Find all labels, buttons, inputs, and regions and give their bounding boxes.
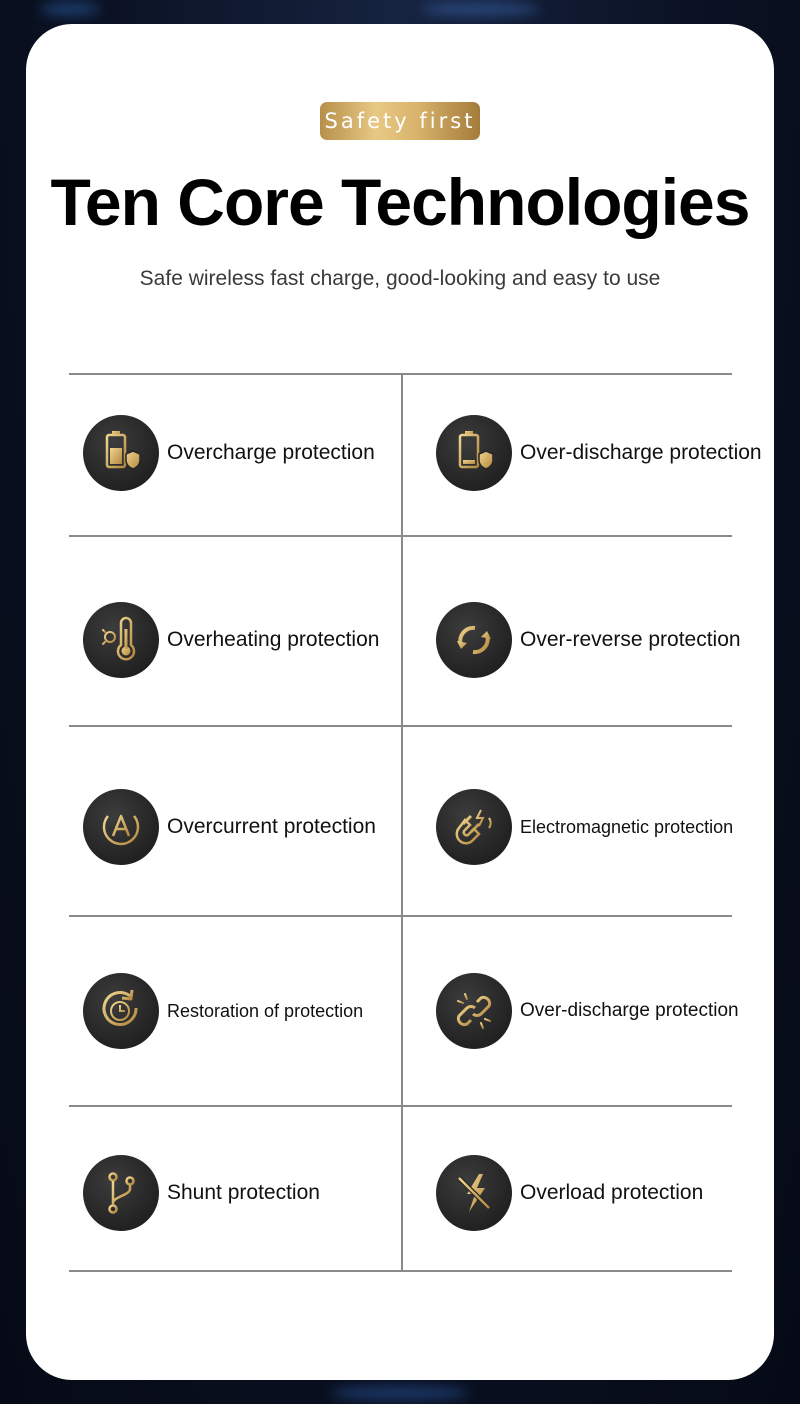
feature-item [83, 602, 379, 678]
feature-label: Overheating protection [167, 628, 380, 651]
battery-shield-icon [83, 415, 159, 491]
feature-item [436, 789, 733, 865]
feature-label: Shunt protection [167, 1181, 320, 1204]
branch-icon [83, 1155, 159, 1231]
feature-item [436, 415, 762, 491]
feature-label: Over-reverse protection [520, 628, 741, 651]
background-glow [330, 1386, 470, 1400]
background-glow [40, 2, 100, 16]
feature-label: Restoration of protection [167, 1000, 364, 1021]
feature-item [436, 602, 741, 678]
feature-item [83, 1155, 320, 1231]
magnet-icon [436, 789, 512, 865]
background-glow [420, 2, 540, 16]
feature-item [436, 973, 739, 1049]
feature-item [83, 789, 376, 865]
battery-low-shield-icon [436, 415, 512, 491]
feature-label: Overcurrent protection [167, 815, 376, 838]
feature-label: Overcharge protection [167, 441, 375, 464]
broken-link-icon [436, 973, 512, 1049]
feature-label: Over-discharge protection [520, 1000, 739, 1021]
page-title: Ten Core Technologies [50, 165, 750, 239]
feature-item [436, 1155, 703, 1231]
ampere-icon [83, 789, 159, 865]
content-card [26, 24, 774, 1380]
thermometer-sun-icon [83, 602, 159, 678]
reverse-arrows-icon [436, 602, 512, 678]
feature-label: Electromagnetic protection [520, 816, 734, 837]
grid-divider [401, 373, 403, 1272]
lightning-off-icon [436, 1155, 512, 1231]
feature-label: Overload protection [520, 1181, 704, 1204]
page-subtitle: Safe wireless fast charge, good-looking and easy to use [139, 267, 661, 290]
features-grid [69, 373, 762, 1273]
safety-badge: Safety first [320, 102, 480, 140]
feature-item [83, 973, 363, 1049]
clock-restore-icon [83, 973, 159, 1049]
feature-label: Over-discharge protection [520, 441, 762, 464]
feature-item [83, 415, 375, 491]
